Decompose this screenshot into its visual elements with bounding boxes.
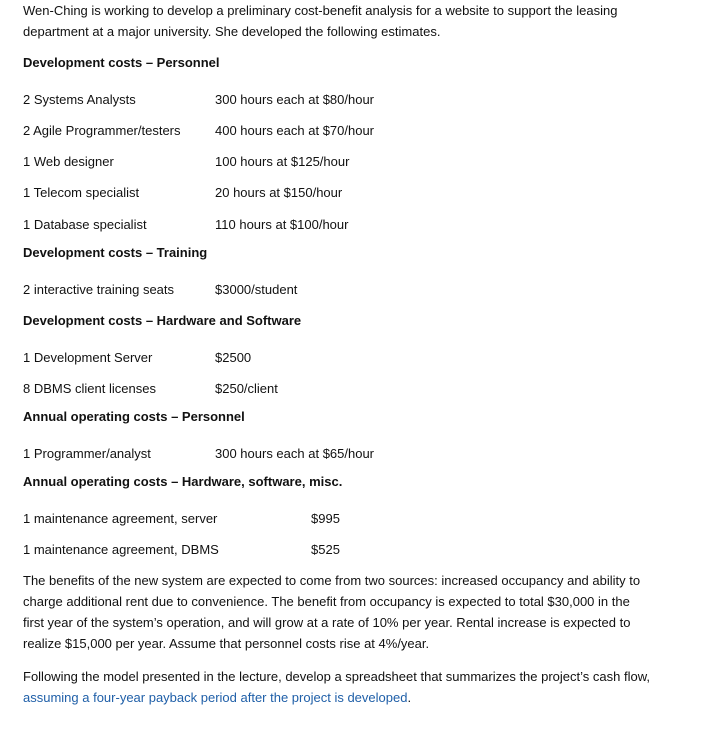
cost-label: 2 Systems Analysts <box>23 92 136 107</box>
section-heading-dev-hardware-software: Development costs – Hardware and Software <box>23 313 302 328</box>
cost-value: 20 hours at $150/hour <box>215 185 343 200</box>
cost-label: 1 Database specialist <box>23 217 147 232</box>
cost-label: 2 Agile Programmer/testers <box>23 123 181 138</box>
section-heading-dev-personnel: Development costs – Personnel <box>23 55 220 70</box>
cost-label: 1 maintenance agreement, DBMS <box>23 542 219 557</box>
cost-value: $2500 <box>215 350 252 365</box>
cost-value: $250/client <box>215 381 278 396</box>
closing-paragraph <box>23 666 663 708</box>
cost-value: $995 <box>311 511 340 526</box>
section-heading-op-personnel: Annual operating costs – Personnel <box>23 409 245 424</box>
section-heading-dev-training: Development costs – Training <box>23 245 208 260</box>
cost-label: 1 maintenance agreement, server <box>23 511 218 526</box>
cost-label: 1 Development Server <box>23 350 153 365</box>
cost-value: 100 hours at $125/hour <box>215 154 350 169</box>
cost-value: $3000/student <box>215 282 298 297</box>
cost-value: 110 hours at $100/hour <box>215 217 349 232</box>
closing-text: Following the model presented in the lecture, develop a spreadsheet that summarizes the project’s cash flow, <box>23 669 650 684</box>
highlighted-requirement: assuming a four-year payback period after the project is developed <box>23 690 408 705</box>
closing-period: . <box>407 690 412 705</box>
cost-label: 1 Web designer <box>23 154 114 169</box>
section-heading-op-hardware-software: Annual operating costs – Hardware, software, misc. <box>23 474 343 489</box>
cost-value: 300 hours each at $65/hour <box>215 446 375 461</box>
cost-value: 400 hours each at $70/hour <box>215 123 375 138</box>
cost-value: $525 <box>311 542 340 557</box>
benefits-paragraph: The benefits of the new system are expected to come from two sources: increased occupancy and ability to charge additional rent due to convenience. The benefit from occupancy is expected to total $30,000 in the first year of the system’s operation, and will grow at a rate of 10% per year. Rental increase is expected to realize $15,000 per year. Assume that personnel costs rise at 4%/year. <box>23 573 641 651</box>
cost-label: 2 interactive training seats <box>23 282 175 297</box>
cost-label: 1 Telecom specialist <box>23 185 140 200</box>
cost-label: 1 Programmer/analyst <box>23 446 151 461</box>
cost-label: 8 DBMS client licenses <box>23 381 156 396</box>
cost-value: 300 hours each at $80/hour <box>215 92 375 107</box>
intro-paragraph: Wen-Ching is working to develop a preliminary cost-benefit analysis for a website to support the leasing department at a major university. She developed the following estimates. <box>23 3 618 39</box>
